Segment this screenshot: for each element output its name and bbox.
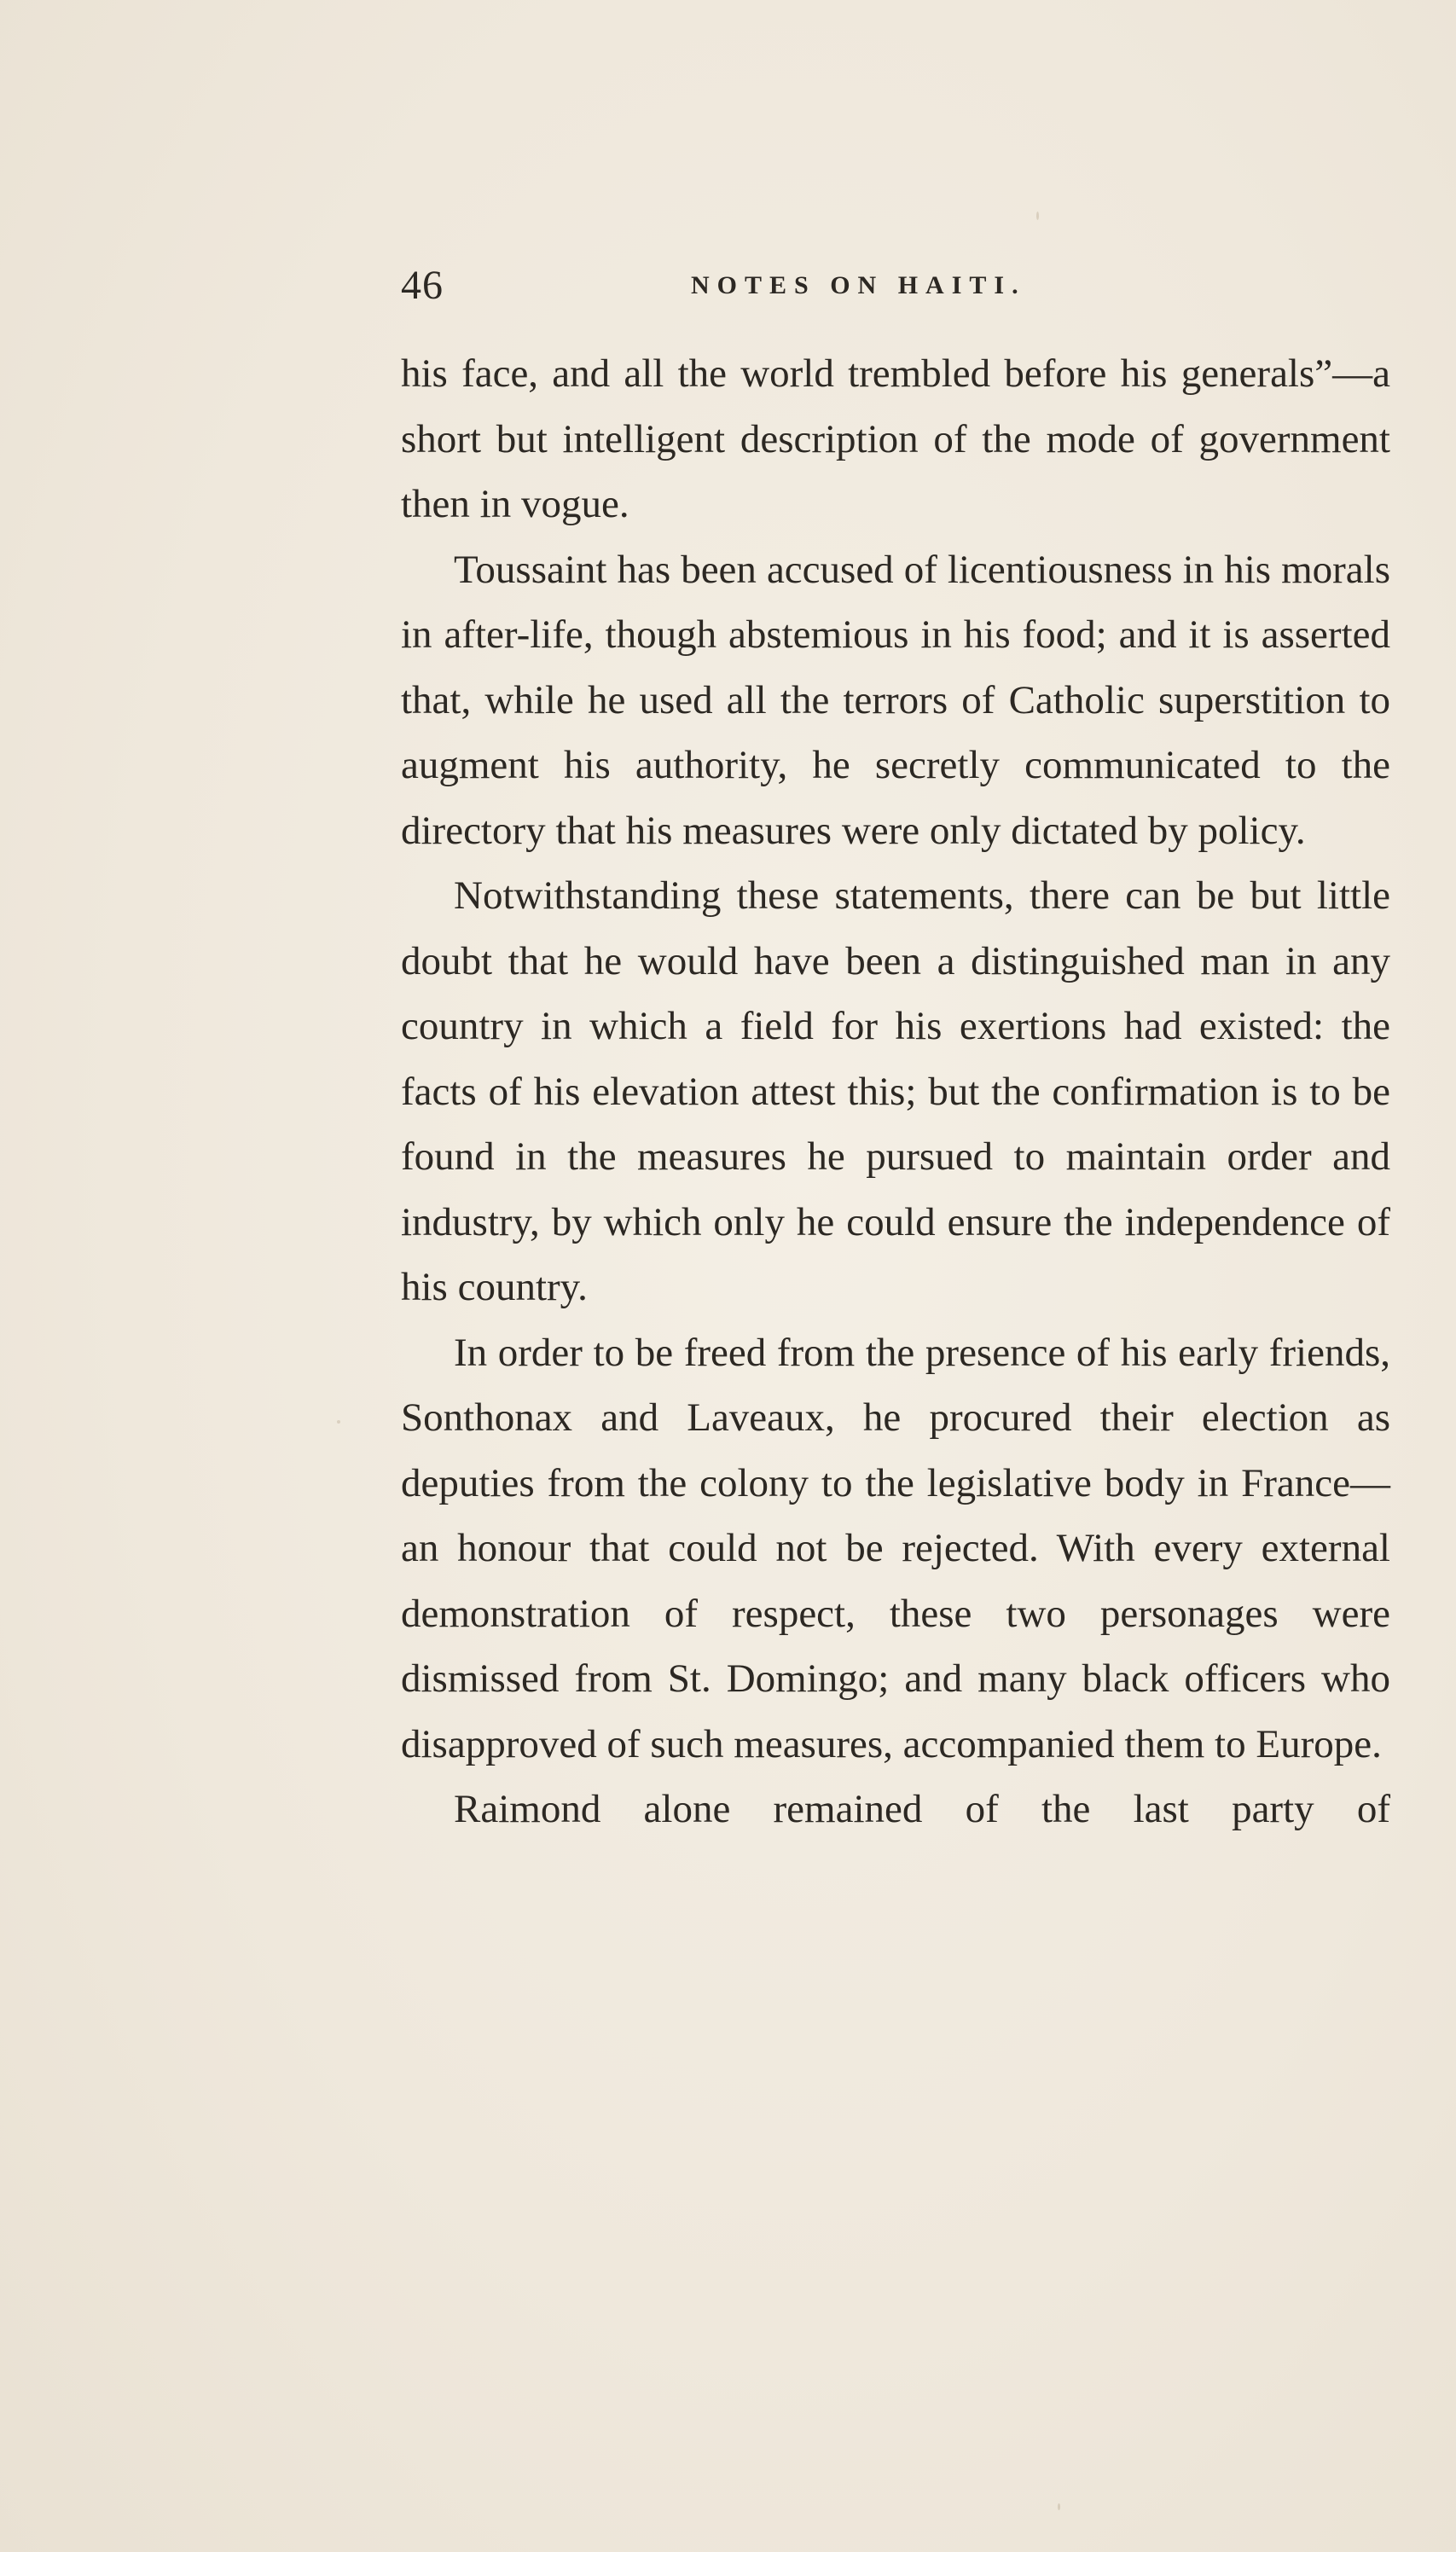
paragraph-4: In order to be freed from the presence of his early friends, Sonthonax and Laveaux, he procured their election as deputies from the colony to the legislative body in France—an honour that could not be rejected. With every external demonstration of respect, these two personages were dismissed from St. Domingo; and many black officers who disapproved of such measures, accompanied them to Europe. [401,1330,1390,1766]
paragraph-5: Raimond alone remained of the last party of [454,1787,1390,1831]
page-header [401,256,1390,316]
paragraph-2: Toussaint has been accused of licentiousness in his morals in after-life, though abstemious in his food; and it is asserted that, while he used all the terrors of Catholic superstition to augment his authority, he secretly communicated to the directory that his measures were only dictated by policy. [401,547,1390,853]
paper-speck [337,1420,340,1424]
paper-speck [1036,212,1039,220]
paragraph-3: Notwithstanding these statements, there can be but little doubt that he would have been a distinguished man in any country in which a field for his exertions had existed: the facts of his elevation attest this; but the confirmation is to be found in the measures he pursued to maintain order and industry, by which only he could ensure the independence of his country. [401,873,1390,1309]
paper-speck [1058,2503,1060,2510]
paragraph-1: his face, and all the world trembled before his generals”—a short but intelligent description of the mode of government then in vogue. [401,351,1390,526]
body-text [401,341,1390,1842]
running-head: NOTES ON HAITI. [691,271,1026,299]
page-number: 46 [401,263,444,308]
